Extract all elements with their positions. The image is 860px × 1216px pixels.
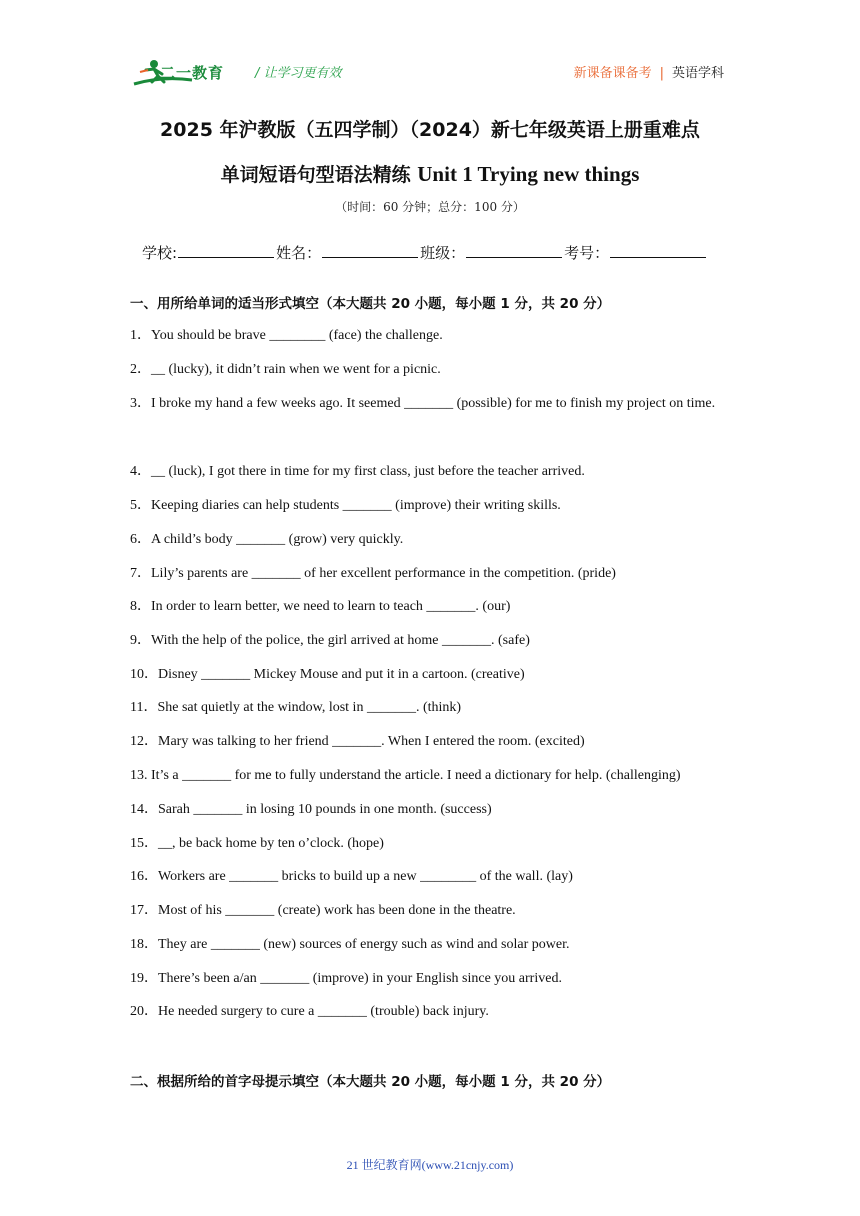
header-separator: |: [659, 66, 664, 81]
number-label: 考号：: [564, 244, 610, 262]
title-cn: 单词短语句型语法精练: [220, 164, 411, 186]
question-13: 13. It’s a _______ for me to fully understand the article. I need a dictionary for help. (challenging): [130, 768, 681, 783]
number-blank[interactable]: [610, 242, 706, 258]
question-12: 12．Mary was talking to her friend _______. When I entered the room. (excited): [130, 734, 585, 749]
question-6: 6．A child’s body _______ (grow) very quickly.: [130, 532, 404, 547]
question-3: 3．I broke my hand a few weeks ago. It seemed _______ (possible) for me to finish my project on time.: [130, 396, 716, 411]
page-title-line2: [0, 160, 860, 187]
class-blank[interactable]: [466, 242, 562, 258]
title-en: Unit 1 Trying new things: [417, 162, 640, 186]
question-11: 11．She sat quietly at the window, lost in _______. (think): [130, 700, 462, 715]
exam-time-score: （时间：60 分钟；总分：100 分）: [335, 200, 525, 214]
question-19: 19．There’s been a/an _______ (improve) in your English since you arrived.: [130, 971, 562, 986]
question-4: 4．__ (luck), I got there in time for my first class, just before the teacher arrived.: [130, 464, 585, 479]
question-5: 5．Keeping diaries can help students _______ (improve) their writing skills.: [130, 498, 561, 513]
page-footer: 21 世纪教育网(www.21cnjy.com): [346, 1158, 514, 1172]
question-18: 18．They are _______ (new) sources of energy such as wind and solar power.: [130, 937, 570, 952]
class-label: 班级：: [420, 244, 466, 262]
question-8: 8．In order to learn better, we need to learn to teach _______. (our): [130, 599, 511, 614]
question-9: 9．With the help of the police, the girl arrived at home _______. (safe): [130, 633, 530, 648]
question-10: 10．Disney _______ Mickey Mouse and put it in a cartoon. (creative): [130, 667, 525, 682]
slogan: / 让学习更有效: [255, 66, 342, 81]
question-2: 2．__ (lucky), it didn’t rain when we went for a picnic.: [130, 362, 441, 377]
name-label: 姓名：: [276, 244, 322, 262]
question-20: 20．He needed surgery to cure a _______ (trouble) back injury.: [130, 1004, 489, 1019]
header-tag-prep: 新课备课备考: [573, 66, 652, 81]
school-label: 学校:: [142, 244, 178, 262]
header-right: [574, 62, 724, 81]
page-header: [0, 0, 860, 100]
question-1: 1．You should be brave ________ (face) the challenge.: [130, 328, 443, 343]
logo-text: 二一教育: [160, 64, 225, 82]
student-info-line: [142, 242, 708, 263]
name-blank[interactable]: [322, 242, 418, 258]
header-tag-subject: 英语学科: [671, 66, 724, 81]
question-17: 17．Most of his _______ (create) work has been done in the theatre.: [130, 903, 516, 918]
question-7: 7．Lily’s parents are _______ of her excellent performance in the competition. (pride): [130, 566, 616, 581]
question-16: 16．Workers are _______ bricks to build up a new ________ of the wall. (lay): [130, 869, 573, 884]
question-14: 14．Sarah _______ in losing 10 pounds in one month. (success): [130, 802, 492, 817]
section-1-heading: 一、用所给单词的适当形式填空（本大题共 20 小题，每小题 1 分，共 20 分）: [130, 296, 611, 312]
page-title-line1: 2025 年沪教版（五四学制）（2024）新七年级英语上册重难点: [160, 119, 700, 141]
question-15: 15．__, be back home by ten o’clock. (hope): [130, 836, 384, 851]
school-blank[interactable]: [178, 242, 274, 258]
section-2-heading: 二、根据所给的首字母提示填空（本大题共 20 小题，每小题 1 分，共 20 分）: [130, 1074, 611, 1090]
